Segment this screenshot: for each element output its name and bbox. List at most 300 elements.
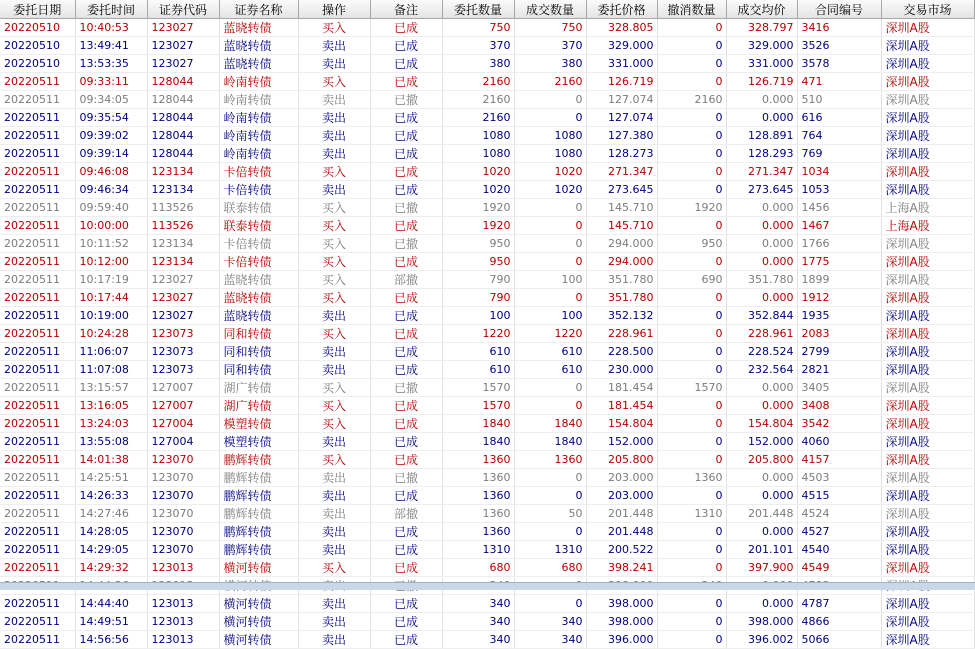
cell-deal-qty: 50 [514,505,586,523]
cell-time: 11:07:08 [75,361,147,379]
cell-order-price: 152.000 [586,433,657,451]
cell-cancel-qty: 0 [657,19,726,37]
cell-deal-qty: 380 [514,55,586,73]
cell-market: 深圳A股 [881,55,974,73]
cell-order-price: 273.645 [586,181,657,199]
cell-action: 卖出 [298,181,370,199]
cell-name: 鹏辉转债 [219,523,298,541]
cell-contract-no: 3405 [797,379,881,397]
cell-order-price: 205.800 [586,451,657,469]
table-row[interactable] [0,307,974,325]
cell-market: 深圳A股 [881,541,974,559]
table-row[interactable] [0,163,974,181]
column-header-avg-price[interactable]: 成交均价 [726,0,797,19]
cell-time: 10:12:00 [75,253,147,271]
cell-name: 横河转债 [219,595,298,613]
cell-avg-price: 0.000 [726,109,797,127]
cell-remark: 部撤 [370,505,442,523]
cell-date: 20220511 [0,127,75,145]
table-row[interactable] [0,415,974,433]
cell-time: 14:44:40 [75,595,147,613]
cell-deal-qty: 2160 [514,73,586,91]
cell-code: 127004 [147,433,219,451]
cell-contract-no: 764 [797,127,881,145]
cell-contract-no: 4527 [797,523,881,541]
cell-name: 蓝晓转债 [219,307,298,325]
cell-time: 09:46:08 [75,163,147,181]
table-row[interactable] [0,505,974,523]
cell-contract-no: 4515 [797,487,881,505]
cell-date: 20220510 [0,19,75,37]
table-row[interactable] [0,541,974,559]
cell-time: 14:49:51 [75,613,147,631]
cell-code: 123027 [147,19,219,37]
cell-name: 模塑转债 [219,415,298,433]
cell-order-price: 351.780 [586,271,657,289]
cell-remark: 已成 [370,523,442,541]
cell-name: 同和转债 [219,361,298,379]
cell-order-price: 398.000 [586,613,657,631]
cell-order-qty: 370 [442,37,514,55]
cell-remark: 已成 [370,217,442,235]
cell-name: 岭南转债 [219,109,298,127]
column-header-order-price[interactable]: 委托价格 [586,0,657,19]
table-row[interactable] [0,181,974,199]
table-row[interactable] [0,379,974,397]
cell-code: 123070 [147,469,219,487]
table-row[interactable] [0,55,974,73]
cell-remark: 已成 [370,343,442,361]
cell-cancel-qty: 1360 [657,469,726,487]
cell-order-qty: 2160 [442,73,514,91]
cell-order-qty: 1220 [442,325,514,343]
cell-time: 14:28:05 [75,523,147,541]
cell-date: 20220511 [0,595,75,613]
table-row[interactable] [0,433,974,451]
table-row[interactable] [0,631,974,649]
cell-action: 卖出 [298,55,370,73]
column-header-time[interactable]: 委托时间 [75,0,147,19]
cell-contract-no: 769 [797,145,881,163]
cell-avg-price: 0.000 [726,235,797,253]
cell-deal-qty: 370 [514,37,586,55]
cell-deal-qty: 0 [514,109,586,127]
cell-market: 上海A股 [881,199,974,217]
table-row[interactable] [0,487,974,505]
cell-cancel-qty: 0 [657,523,726,541]
cell-remark: 已成 [370,19,442,37]
cell-time: 14:25:51 [75,469,147,487]
cell-contract-no: 1467 [797,217,881,235]
cell-action: 买入 [298,199,370,217]
cell-avg-price: 152.000 [726,433,797,451]
cell-avg-price: 398.000 [726,613,797,631]
cell-date: 20220511 [0,415,75,433]
cell-date: 20220511 [0,631,75,649]
table-row[interactable] [0,325,974,343]
cell-order-qty: 100 [442,307,514,325]
cell-avg-price: 328.797 [726,19,797,37]
table-row[interactable] [0,559,974,577]
table-row[interactable] [0,37,974,55]
cell-date: 20220511 [0,433,75,451]
cell-avg-price: 0.000 [726,199,797,217]
cell-market: 深圳A股 [881,343,974,361]
cell-market: 深圳A股 [881,469,974,487]
cell-code: 123027 [147,271,219,289]
cell-cancel-qty: 0 [657,631,726,649]
cell-deal-qty: 0 [514,235,586,253]
cell-code: 123027 [147,307,219,325]
cell-name: 湖广转债 [219,379,298,397]
cell-contract-no: 471 [797,73,881,91]
cell-date: 20220511 [0,199,75,217]
cell-action: 买入 [298,163,370,181]
cell-order-price: 398.000 [586,595,657,613]
cell-avg-price: 128.293 [726,145,797,163]
cell-date: 20220511 [0,163,75,181]
cell-deal-qty: 1840 [514,433,586,451]
table-row[interactable] [0,397,974,415]
cell-name: 岭南转债 [219,73,298,91]
cell-time: 13:16:05 [75,397,147,415]
cell-action: 卖出 [298,361,370,379]
cell-action: 卖出 [298,343,370,361]
cell-avg-price: 329.000 [726,37,797,55]
cell-order-price: 203.000 [586,469,657,487]
cell-market: 深圳A股 [881,379,974,397]
cell-action: 买入 [298,217,370,235]
cell-contract-no: 4157 [797,451,881,469]
cell-order-qty: 1020 [442,181,514,199]
cell-avg-price: 0.000 [726,91,797,109]
cell-market: 深圳A股 [881,253,974,271]
cell-time: 10:17:44 [75,289,147,307]
column-header-date[interactable]: 委托日期 [0,0,75,19]
table-row[interactable] [0,451,974,469]
cell-order-qty: 380 [442,55,514,73]
cell-avg-price: 273.645 [726,181,797,199]
cell-remark: 已成 [370,55,442,73]
cell-name: 卡倍转债 [219,163,298,181]
cell-time: 14:26:33 [75,487,147,505]
cell-order-qty: 1310 [442,541,514,559]
cell-code: 123073 [147,343,219,361]
column-header-deal-qty[interactable]: 成交数量 [514,0,586,19]
cell-remark: 已成 [370,145,442,163]
cell-name: 岭南转债 [219,145,298,163]
table-row[interactable] [0,145,974,163]
cell-order-qty: 1360 [442,487,514,505]
cell-cancel-qty: 0 [657,307,726,325]
cell-date: 20220511 [0,469,75,487]
cell-contract-no: 1935 [797,307,881,325]
cell-contract-no: 4866 [797,613,881,631]
table-row[interactable] [0,253,974,271]
cell-time: 10:40:53 [75,19,147,37]
cell-action: 买入 [298,559,370,577]
cell-date: 20220511 [0,307,75,325]
cell-date: 20220511 [0,91,75,109]
cell-name: 横河转债 [219,559,298,577]
cell-code: 123070 [147,541,219,559]
cell-cancel-qty: 0 [657,145,726,163]
cell-date: 20220511 [0,325,75,343]
cell-order-qty: 1360 [442,505,514,523]
cell-deal-qty: 0 [514,397,586,415]
cell-code: 123070 [147,451,219,469]
cell-order-qty: 1360 [442,451,514,469]
cell-order-price: 127.380 [586,127,657,145]
cell-date: 20220511 [0,145,75,163]
cell-deal-qty: 610 [514,343,586,361]
cell-code: 128044 [147,73,219,91]
cell-name: 鹏辉转债 [219,487,298,505]
cell-order-qty: 1080 [442,127,514,145]
cell-action: 买入 [298,289,370,307]
cell-contract-no: 5066 [797,631,881,649]
column-header-name[interactable]: 证券名称 [219,0,298,19]
cell-name: 横河转债 [219,613,298,631]
cell-deal-qty: 1220 [514,325,586,343]
cell-order-price: 154.804 [586,415,657,433]
cell-contract-no: 4540 [797,541,881,559]
cell-remark: 已成 [370,451,442,469]
cell-code: 123027 [147,55,219,73]
cell-order-price: 181.454 [586,397,657,415]
cell-action: 卖出 [298,487,370,505]
cell-name: 岭南转债 [219,91,298,109]
cell-name: 同和转债 [219,343,298,361]
cell-time: 10:17:19 [75,271,147,289]
cell-order-price: 398.241 [586,559,657,577]
column-header-cancel-qty[interactable]: 撤消数量 [657,0,726,19]
cell-action: 卖出 [298,469,370,487]
cell-avg-price: 126.719 [726,73,797,91]
cell-cancel-qty: 0 [657,253,726,271]
cell-remark: 已撤 [370,379,442,397]
cell-avg-price: 0.000 [726,397,797,415]
cell-remark: 已成 [370,595,442,613]
cell-contract-no: 4549 [797,559,881,577]
cell-avg-price: 0.000 [726,289,797,307]
cell-order-price: 126.719 [586,73,657,91]
table-header [0,0,974,19]
cell-order-qty: 680 [442,559,514,577]
cell-action: 买入 [298,397,370,415]
cell-contract-no: 3526 [797,37,881,55]
cell-contract-no: 1766 [797,235,881,253]
cell-contract-no: 510 [797,91,881,109]
cell-order-price: 331.000 [586,55,657,73]
cell-name: 鹏辉转债 [219,541,298,559]
cell-action: 卖出 [298,541,370,559]
cell-code: 128044 [147,91,219,109]
table-row[interactable] [0,343,974,361]
table-row[interactable] [0,235,974,253]
table-row[interactable] [0,361,974,379]
column-header-remark[interactable]: 备注 [370,0,442,19]
cell-order-price: 201.448 [586,505,657,523]
cell-deal-qty: 1310 [514,541,586,559]
cell-date: 20220511 [0,397,75,415]
cell-order-price: 200.522 [586,541,657,559]
cell-market: 深圳A股 [881,235,974,253]
cell-time: 10:19:00 [75,307,147,325]
cell-order-price: 181.454 [586,379,657,397]
cell-time: 09:59:40 [75,199,147,217]
cell-time: 09:34:05 [75,91,147,109]
cell-deal-qty: 0 [514,91,586,109]
cell-deal-qty: 0 [514,469,586,487]
cell-code: 123027 [147,37,219,55]
table-row[interactable] [0,199,974,217]
cell-cancel-qty: 1310 [657,505,726,523]
cell-market: 深圳A股 [881,91,974,109]
cell-time: 10:00:00 [75,217,147,235]
table-row[interactable] [0,595,974,613]
cell-deal-qty: 1840 [514,415,586,433]
cell-code: 113526 [147,199,219,217]
cell-time: 10:24:28 [75,325,147,343]
cell-contract-no: 3578 [797,55,881,73]
table-row[interactable] [0,469,974,487]
table-row[interactable] [0,109,974,127]
cell-order-price: 127.074 [586,109,657,127]
cell-contract-no: 1456 [797,199,881,217]
cell-name: 蓝晓转债 [219,19,298,37]
cell-order-qty: 1570 [442,397,514,415]
table-row[interactable] [0,523,974,541]
cell-code: 123134 [147,253,219,271]
cell-cancel-qty: 0 [657,433,726,451]
cell-time: 14:01:38 [75,451,147,469]
cell-order-qty: 2160 [442,109,514,127]
cell-date: 20220511 [0,271,75,289]
cell-remark: 已撤 [370,91,442,109]
cell-action: 卖出 [298,613,370,631]
cell-date: 20220511 [0,541,75,559]
cell-market: 深圳A股 [881,559,974,577]
table-row[interactable] [0,271,974,289]
cell-time: 13:15:57 [75,379,147,397]
cell-order-price: 271.347 [586,163,657,181]
cell-market: 深圳A股 [881,631,974,649]
cell-contract-no: 2821 [797,361,881,379]
cell-avg-price: 0.000 [726,595,797,613]
cell-deal-qty: 680 [514,559,586,577]
cell-name: 鹏辉转债 [219,451,298,469]
cell-action: 买入 [298,415,370,433]
cell-code: 123070 [147,487,219,505]
cell-deal-qty: 0 [514,487,586,505]
cell-date: 20220511 [0,559,75,577]
cell-code: 123134 [147,181,219,199]
cell-contract-no: 616 [797,109,881,127]
cell-market: 深圳A股 [881,163,974,181]
cell-remark: 已成 [370,613,442,631]
cell-market: 深圳A股 [881,595,974,613]
cell-deal-qty: 1020 [514,163,586,181]
table-row[interactable] [0,19,974,37]
cell-deal-qty: 0 [514,199,586,217]
table-row[interactable] [0,289,974,307]
cell-time: 13:24:03 [75,415,147,433]
column-header-action[interactable]: 操作 [298,0,370,19]
cell-avg-price: 154.804 [726,415,797,433]
cell-name: 模塑转债 [219,433,298,451]
cell-code: 123013 [147,559,219,577]
table-row[interactable] [0,91,974,109]
cell-date: 20220511 [0,361,75,379]
cell-deal-qty: 100 [514,271,586,289]
cell-name: 岭南转债 [219,127,298,145]
column-header-order-qty[interactable]: 委托数量 [442,0,514,19]
cell-order-price: 329.000 [586,37,657,55]
cell-remark: 已成 [370,415,442,433]
cell-action: 买入 [298,325,370,343]
cell-date: 20220510 [0,37,75,55]
column-header-contract-no[interactable]: 合同编号 [797,0,881,19]
cell-avg-price: 0.000 [726,379,797,397]
cell-contract-no: 2083 [797,325,881,343]
cell-order-qty: 340 [442,613,514,631]
cell-contract-no: 1034 [797,163,881,181]
cell-order-price: 294.000 [586,235,657,253]
cell-order-price: 203.000 [586,487,657,505]
cell-code: 123073 [147,325,219,343]
cell-deal-qty: 340 [514,613,586,631]
cell-remark: 已成 [370,37,442,55]
cell-cancel-qty: 1570 [657,379,726,397]
table-row[interactable] [0,73,974,91]
cell-market: 深圳A股 [881,127,974,145]
column-header-code[interactable]: 证券代码 [147,0,219,19]
cell-cancel-qty: 0 [657,415,726,433]
cell-name: 蓝晓转债 [219,37,298,55]
table-row[interactable] [0,127,974,145]
cell-deal-qty: 1080 [514,127,586,145]
cell-name: 联泰转债 [219,199,298,217]
cell-date: 20220511 [0,217,75,235]
cell-order-qty: 790 [442,289,514,307]
cell-name: 联泰转债 [219,217,298,235]
cell-deal-qty: 100 [514,307,586,325]
cell-time: 09:46:34 [75,181,147,199]
cell-avg-price: 232.564 [726,361,797,379]
cell-cancel-qty: 950 [657,235,726,253]
cell-cancel-qty: 0 [657,55,726,73]
cell-deal-qty: 0 [514,253,586,271]
cell-order-qty: 1840 [442,415,514,433]
cell-time: 13:55:08 [75,433,147,451]
cell-action: 卖出 [298,145,370,163]
cell-code: 113526 [147,217,219,235]
table-row[interactable] [0,217,974,235]
cell-name: 卡倍转债 [219,253,298,271]
cell-action: 卖出 [298,127,370,145]
cell-code: 127007 [147,397,219,415]
table-row[interactable] [0,613,974,631]
cell-remark: 已成 [370,631,442,649]
cell-market: 深圳A股 [881,415,974,433]
column-header-market[interactable]: 交易市场 [881,0,974,19]
cell-order-qty: 1920 [442,199,514,217]
cell-cancel-qty: 0 [657,613,726,631]
cell-contract-no: 4787 [797,595,881,613]
cell-contract-no: 3542 [797,415,881,433]
cell-cancel-qty: 0 [657,127,726,145]
